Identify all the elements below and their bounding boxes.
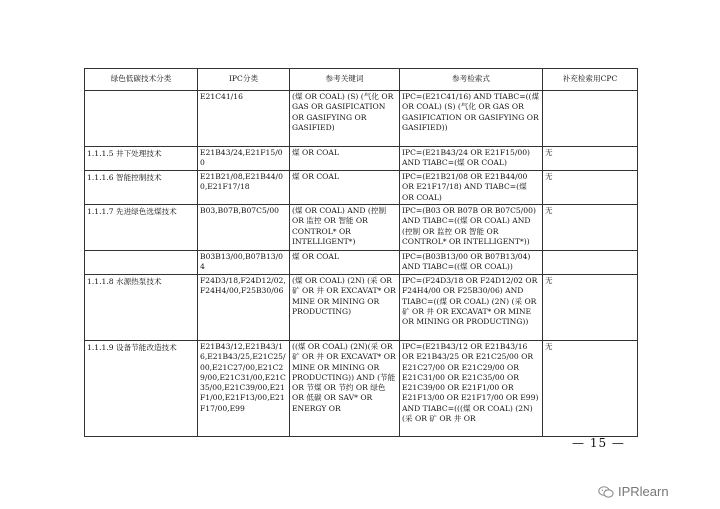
row-category: 1.1.1.9 设备节能改造技术: [85, 341, 198, 437]
watermark-text: IPRlearn: [618, 484, 669, 499]
row-keywords: 煤 OR COAL: [290, 171, 400, 205]
row-cpc: 无: [543, 147, 638, 171]
row-query: IPC=(E21B43/24 OR E21F15/00) AND TIABC=(煤 OR COAL): [400, 147, 543, 171]
row-ipc: F24D3/18,F24D12/02,F24H4/00,F25B30/06: [198, 275, 290, 341]
row-keywords: (煤 OR COAL) AND (控制 OR 监控 OR 智能 OR CONTROL* OR INTELLIGENT*): [290, 205, 400, 251]
header-cpc: 补充检索用CPC: [543, 69, 638, 91]
row-keywords: ((煤 OR COAL) (2N)(采 OR 矿 OR 井 OR EXCAVAT* OR MINE OR MINING OR PRODUCTING)) AND (节能 OR 节煤 OR 节约 OR 绿色 OR 低碳 OR SAV* OR ENERGY OR: [290, 341, 400, 437]
row-query: IPC=(E21B43/12 OR E21B43/16 OR E21B43/25 OR E21C25/00 OR E21C27/00 OR E21C29/00 OR E21C31/00 OR E21C35/00 OR E21C39/00 OR E21F1/00 OR E21F13/00 OR E21F17/00 OR E99) AND TIABC=(((煤 OR COAL) (2N)(采 OR 矿 OR 井 OR: [400, 341, 543, 437]
row-ipc: E21B43/12,E21B43/16,E21B43/25,E21C25/00,E21C27/00,E21C29/00,E21C31/00,E21C35/00,E21C39/00,E21F1/00,E21F13/00,E21F17/00,E99: [198, 341, 290, 437]
row-keywords: (煤 OR COAL) (2N) (采 OR 矿 OR 井 OR EXCAVAT* OR MINE OR MINING OR PRODUCTING): [290, 275, 400, 341]
table-row: [85, 275, 638, 341]
row-category: 1.1.1.7 先进绿色选煤技术: [85, 205, 198, 251]
header-category: 绿色低碳技术分类: [85, 69, 198, 91]
row-ipc: B03,B07B,B07C5/00: [198, 205, 290, 251]
table-row: [85, 341, 638, 437]
row-category: 1.1.1.8 水源热泵技术: [85, 275, 198, 341]
watermark: [598, 484, 669, 499]
table-row: [85, 251, 638, 275]
header-ipc: IPC分类: [198, 69, 290, 91]
row-cpc: 无: [543, 171, 638, 205]
row-cpc: [543, 251, 638, 275]
row-cpc: [543, 91, 638, 147]
row-keywords: 煤 OR COAL: [290, 251, 400, 275]
header-keywords: 参考关键词: [290, 69, 400, 91]
row-category: 1.1.1.5 井下处理技术: [85, 147, 198, 171]
row-keywords: 煤 OR COAL: [290, 147, 400, 171]
row-ipc: E21B21/08,E21B44/00,E21F17/18: [198, 171, 290, 205]
row-query: IPC=(B03 OR B07B OR B07C5/00) AND TIABC=((煤 OR COAL) AND (控制 OR 监控 OR 智能 OR CONTROL* OR INTELLIGENT*)): [400, 205, 543, 251]
table-row: [85, 205, 638, 251]
row-keywords: (煤 OR COAL) (S) (气化 OR GAS OR GASIFICATION OR GASIFYING OR GASIFIED): [290, 91, 400, 147]
row-ipc: E21B43/24,E21F15/00: [198, 147, 290, 171]
table-row: [85, 147, 638, 171]
row-query: IPC=(E21C41/16) AND TIABC=((煤 OR COAL) (S) (气化 OR GAS OR GASIFICATION OR GASIFYING OR GASIFIED)): [400, 91, 543, 147]
page-number: — 15 —: [572, 436, 625, 450]
row-category: 1.1.1.6 智能控制技术: [85, 171, 198, 205]
table-row: [85, 171, 638, 205]
row-category: [85, 251, 198, 275]
row-query: IPC=(E21B21/08 OR E21B44/00 OR E21F17/18) AND TIABC=(煤 OR COAL): [400, 171, 543, 205]
row-cpc: 无: [543, 341, 638, 437]
classification-table: [84, 68, 638, 437]
header-query: 参考检索式: [400, 69, 543, 91]
row-query: IPC=(B03B13/00 OR B07B13/04) AND TIABC=((煤 OR COAL)): [400, 251, 543, 275]
row-ipc: B03B13/00,B07B13/04: [198, 251, 290, 275]
row-cpc: 无: [543, 205, 638, 251]
wechat-icon: [598, 486, 614, 498]
table-row: [85, 91, 638, 147]
row-query: IPC=(F24D3/18 OR F24D12/02 OR F24H4/00 OR F25B30/06) AND TIABC=((煤 OR COAL) (2N) (采 OR 矿 OR 井 OR EXCAVAT* OR MINE OR MINING OR PRODUCTING)): [400, 275, 543, 341]
patent-classification-table-container: [84, 68, 637, 437]
row-category: [85, 91, 198, 147]
row-ipc: E21C41/16: [198, 91, 290, 147]
table-header-row: [85, 69, 638, 91]
row-cpc: 无: [543, 275, 638, 341]
